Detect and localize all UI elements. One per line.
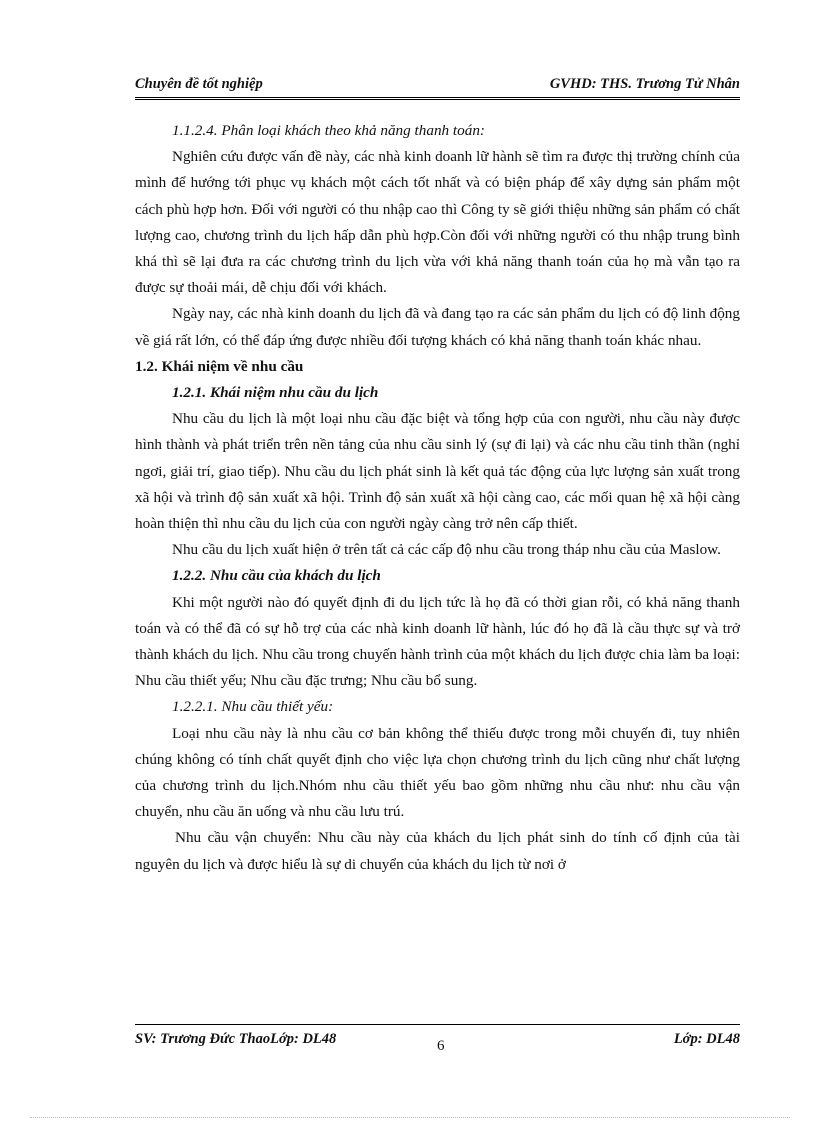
- footer-class: Lớp: DL48: [673, 1031, 740, 1047]
- subsection-heading-1-1-2-4: 1.1.2.4. Phân loại khách theo khả năng thanh toán:: [172, 122, 485, 139]
- footer-student: SV: Trương Đức ThaoLớp: DL48: [135, 1031, 337, 1047]
- subsection-heading-1-2-2: 1.2.2. Nhu cầu của khách du lịch: [172, 567, 381, 585]
- header-supervisor: GVHD: THS. Trương Tử Nhân: [549, 76, 740, 92]
- footer-divider: [135, 1024, 740, 1025]
- header-divider: [135, 97, 740, 101]
- paragraph: Nhu cầu du lịch là một loại nhu cầu đặc biệt và tổng hợp của con người, nhu cầu này được hình thành và phát triển trên nền tảng của nhu cầu sinh lý (sự đi lại) và các nhu cầu tinh thần (nghỉ ngơi, giải trí, giao tiếp). Nhu cầu du lịch phát sinh là kết quả tác động của lực lượng sản xuất trong xã hội và trình độ sản xuất xã hội. Trình độ sản xuất xã hội càng cao, các mối quan hệ xã hội càng hoàn thiện thì nhu cầu du lịch của con người ngày càng trở nên cấp thiết.: [135, 410, 740, 533]
- page-number: 6: [437, 1038, 445, 1054]
- subsection-heading-1-2-1: 1.2.1. Khái niệm nhu cầu du lịch: [172, 384, 379, 402]
- section-heading-1-2: 1.2. Khái niệm về nhu cầu: [135, 357, 304, 375]
- paragraph: Khi một người nào đó quyết định đi du lịch tức là họ đã có thời gian rỗi, có khả năng thanh toán và có thể đã có sự hỗ trợ của các nhà kinh doanh lữ hành, lúc đó họ đã là cầu thực sự và trở thành khách du lịch. Nhu cầu trong chuyến hành trình của một khách du lịch được chia làm ba loại: Nhu cầu thiết yếu; Nhu cầu đặc trưng; Nhu cầu bổ sung.: [135, 593, 740, 690]
- subsection-heading-1-2-2-1: 1.2.2.1. Nhu cầu thiết yếu:: [172, 698, 334, 716]
- page-header: [135, 76, 740, 96]
- body-content: [135, 118, 740, 878]
- page-bottom-border: [30, 1117, 790, 1118]
- paragraph: Nhu cầu du lịch xuất hiện ở trên tất cả các cấp độ nhu cầu trong tháp nhu cầu của Maslow.: [172, 541, 721, 559]
- paragraph: Nhu cầu vận chuyển: Nhu cầu này của khách du lịch phát sinh do tính cố định của tài nguyên du lịch và được hiểu là sự di chuyển của khách du lịch từ nơi ở: [135, 829, 740, 873]
- header-title: Chuyên đề tốt nghiệp: [135, 76, 263, 92]
- paragraph: Ngày nay, các nhà kinh doanh du lịch đã và đang tạo ra các sản phẩm du lịch có độ linh động về giá rất lớn, có thể đáp ứng được nhiều đối tượng khách có khả năng thanh toán khác nhau.: [135, 305, 740, 349]
- paragraph: Loại nhu cầu này là nhu cầu cơ bản không thể thiếu được trong mỗi chuyến đi, tuy nhiên chúng không có tính chất quyết định cho việc lựa chọn chương trình du lịch cũng như chất lượng của chương trình du lịch.Nhóm nhu cầu thiết yếu bao gồm những nhu cầu như: nhu cầu vận chuyển, nhu cầu ăn uống và nhu cầu lưu trú.: [135, 724, 740, 821]
- paragraph: Nghiên cứu được vấn đề này, các nhà kinh doanh lữ hành sẽ tìm ra được thị trường chính của mình để hướng tới phục vụ khách một cách tốt nhất và có biện pháp để xây dựng sản phẩm một cách phù hợp hơn. Đối với người có thu nhập cao thì Công ty sẽ giới thiệu những sản phẩm có chất lượng cao, chương trình du lịch hấp dẫn phù hợp.Còn đối với những người có thu nhập trung bình khá thì sẽ lại đưa ra các chương trình du lịch vừa với khả năng thanh toán của họ mà vẫn tạo ra được sự thoải mái, dễ chịu đối với khách.: [135, 148, 740, 297]
